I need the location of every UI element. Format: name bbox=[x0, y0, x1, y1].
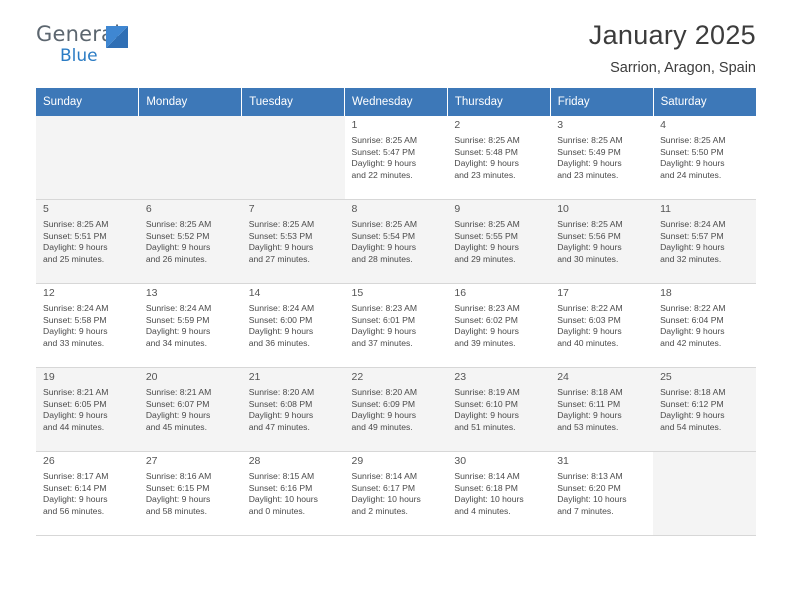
day-cell[interactable] bbox=[345, 368, 448, 452]
day-cell-empty bbox=[36, 116, 139, 200]
sunset-text: Sunset: 5:56 PM bbox=[557, 230, 621, 241]
sunset-text: Sunset: 6:14 PM bbox=[43, 482, 107, 493]
sunrise-text: Sunrise: 8:25 AM bbox=[454, 219, 520, 229]
day-cell[interactable] bbox=[345, 284, 448, 368]
sunrise-text: Sunrise: 8:18 AM bbox=[660, 387, 726, 397]
day-number: 4 bbox=[660, 119, 666, 131]
day-cell[interactable] bbox=[139, 452, 242, 536]
sunset-text: Sunset: 6:16 PM bbox=[248, 482, 313, 493]
daylight-text-line2: and 32 minutes. bbox=[660, 253, 722, 264]
sunset-text: Sunset: 6:05 PM bbox=[43, 398, 107, 409]
sunrise-text: Sunrise: 8:13 AM bbox=[557, 471, 623, 481]
day-number: 26 bbox=[43, 455, 55, 467]
day-number: 19 bbox=[43, 371, 55, 383]
sunset-text: Sunset: 5:49 PM bbox=[557, 146, 621, 157]
sunset-text: Sunset: 6:10 PM bbox=[454, 398, 518, 409]
sunrise-text: Sunrise: 8:25 AM bbox=[43, 219, 109, 229]
daylight-text-line1: Daylight: 9 hours bbox=[660, 410, 725, 421]
daylight-text-line1: Daylight: 9 hours bbox=[454, 326, 519, 337]
location-subtitle: Sarrion, Aragon, Spain bbox=[610, 60, 756, 76]
sunset-text: Sunset: 5:53 PM bbox=[248, 230, 313, 241]
daylight-text-line2: and 7 minutes. bbox=[557, 505, 614, 516]
sunset-text: Sunset: 6:07 PM bbox=[145, 398, 210, 409]
day-number: 16 bbox=[454, 287, 467, 299]
sunset-text: Sunset: 5:48 PM bbox=[454, 146, 518, 157]
day-number: 17 bbox=[557, 287, 569, 299]
day-number: 15 bbox=[351, 287, 364, 299]
sunset-text: Sunset: 5:50 PM bbox=[660, 146, 724, 157]
day-cell[interactable] bbox=[447, 284, 550, 368]
sunrise-text: Sunrise: 8:21 AM bbox=[43, 387, 109, 397]
sunrise-text: Sunrise: 8:14 AM bbox=[351, 471, 417, 481]
sunrise-text: Sunrise: 8:20 AM bbox=[351, 387, 417, 397]
daylight-text-line1: Daylight: 9 hours bbox=[248, 326, 314, 337]
daylight-text-line2: and 53 minutes. bbox=[557, 421, 619, 432]
daylight-text-line2: and 49 minutes. bbox=[351, 421, 413, 432]
sunset-text: Sunset: 5:59 PM bbox=[145, 314, 210, 325]
daylight-text-line2: and 45 minutes. bbox=[145, 421, 207, 432]
day-cell[interactable] bbox=[36, 368, 139, 452]
day-number: 13 bbox=[145, 287, 158, 299]
sunset-text: Sunset: 6:04 PM bbox=[660, 314, 724, 325]
sunset-text: Sunset: 6:01 PM bbox=[351, 314, 416, 325]
sunset-text: Sunset: 6:18 PM bbox=[454, 482, 518, 493]
sunset-text: Sunset: 6:12 PM bbox=[660, 398, 724, 409]
sunrise-text: Sunrise: 8:25 AM bbox=[660, 135, 726, 145]
day-number: 23 bbox=[454, 371, 467, 383]
daylight-text-line2: and 39 minutes. bbox=[454, 337, 516, 348]
day-number: 30 bbox=[454, 455, 467, 467]
sunrise-text: Sunrise: 8:22 AM bbox=[557, 303, 623, 313]
sunset-text: Sunset: 6:15 PM bbox=[145, 482, 210, 493]
daylight-text-line1: Daylight: 9 hours bbox=[557, 326, 622, 337]
day-cell[interactable] bbox=[242, 284, 345, 368]
day-cell[interactable] bbox=[242, 200, 345, 284]
daylight-text-line1: Daylight: 9 hours bbox=[351, 242, 417, 253]
day-cell[interactable] bbox=[653, 116, 756, 200]
daylight-text-line1: Daylight: 9 hours bbox=[557, 242, 622, 253]
day-cell[interactable] bbox=[139, 284, 242, 368]
day-cell[interactable] bbox=[242, 368, 345, 452]
sunset-text: Sunset: 5:51 PM bbox=[43, 230, 107, 241]
daylight-text-line2: and 58 minutes. bbox=[145, 505, 207, 516]
day-number: 5 bbox=[43, 203, 49, 215]
sunrise-text: Sunrise: 8:14 AM bbox=[454, 471, 520, 481]
daylight-text-line2: and 23 minutes. bbox=[454, 169, 516, 180]
daylight-text-line1: Daylight: 10 hours bbox=[454, 494, 524, 505]
daylight-text-line1: Daylight: 9 hours bbox=[248, 242, 314, 253]
daylight-text-line2: and 29 minutes. bbox=[454, 253, 516, 264]
day-cell[interactable] bbox=[550, 452, 653, 536]
day-number: 10 bbox=[557, 203, 569, 215]
page-title: January 2025 bbox=[588, 20, 756, 50]
day-number: 12 bbox=[43, 287, 55, 299]
sunset-text: Sunset: 5:54 PM bbox=[351, 230, 416, 241]
day-cell[interactable] bbox=[550, 368, 653, 452]
day-number: 27 bbox=[145, 455, 158, 467]
daylight-text-line2: and 23 minutes. bbox=[557, 169, 619, 180]
daylight-text-line2: and 28 minutes. bbox=[351, 253, 413, 264]
sunset-text: Sunset: 6:09 PM bbox=[351, 398, 416, 409]
daylight-text-line1: Daylight: 9 hours bbox=[557, 410, 622, 421]
day-number: 8 bbox=[351, 203, 358, 215]
daylight-text-line1: Daylight: 10 hours bbox=[557, 494, 627, 505]
sunset-text: Sunset: 5:52 PM bbox=[145, 230, 210, 241]
daylight-text-line2: and 36 minutes. bbox=[248, 337, 310, 348]
daylight-text-line2: and 24 minutes. bbox=[660, 169, 722, 180]
sunset-text: Sunset: 6:08 PM bbox=[248, 398, 313, 409]
sunset-text: Sunset: 6:00 PM bbox=[248, 314, 313, 325]
daylight-text-line1: Daylight: 9 hours bbox=[557, 158, 622, 169]
day-number: 7 bbox=[248, 203, 255, 215]
calendar-week-row bbox=[36, 116, 756, 200]
daylight-text-line2: and 27 minutes. bbox=[248, 253, 310, 264]
daylight-text-line1: Daylight: 9 hours bbox=[660, 158, 725, 169]
daylight-text-line1: Daylight: 9 hours bbox=[351, 158, 417, 169]
day-cell[interactable] bbox=[550, 200, 653, 284]
sunrise-text: Sunrise: 8:21 AM bbox=[145, 387, 212, 397]
day-cell[interactable] bbox=[36, 200, 139, 284]
sunset-text: Sunset: 5:58 PM bbox=[43, 314, 107, 325]
sunrise-text: Sunrise: 8:25 AM bbox=[145, 219, 212, 229]
sunset-text: Sunset: 6:20 PM bbox=[557, 482, 621, 493]
sunrise-text: Sunrise: 8:25 AM bbox=[351, 135, 417, 145]
general-blue-logo bbox=[36, 22, 166, 70]
sunrise-text: Sunrise: 8:20 AM bbox=[248, 387, 315, 397]
logo-text-blue: Blue bbox=[60, 46, 98, 66]
daylight-text-line1: Daylight: 10 hours bbox=[351, 494, 421, 505]
weekday-header-monday: Monday bbox=[139, 88, 242, 116]
day-number: 24 bbox=[557, 371, 569, 383]
day-number: 2 bbox=[454, 119, 461, 131]
day-cell-empty bbox=[242, 116, 345, 200]
day-cell[interactable] bbox=[36, 284, 139, 368]
sunrise-text: Sunrise: 8:25 AM bbox=[351, 219, 417, 229]
sunrise-text: Sunrise: 8:24 AM bbox=[145, 303, 212, 313]
day-cell[interactable] bbox=[550, 284, 653, 368]
sunset-text: Sunset: 5:57 PM bbox=[660, 230, 724, 241]
day-number: 29 bbox=[351, 455, 364, 467]
daylight-text-line1: Daylight: 9 hours bbox=[660, 242, 725, 253]
day-number: 21 bbox=[248, 371, 261, 383]
daylight-text-line2: and 40 minutes. bbox=[557, 337, 619, 348]
day-cell[interactable] bbox=[447, 200, 550, 284]
day-number: 22 bbox=[351, 371, 364, 383]
daylight-text-line1: Daylight: 9 hours bbox=[454, 242, 519, 253]
daylight-text-line2: and 51 minutes. bbox=[454, 421, 516, 432]
sunset-text: Sunset: 6:02 PM bbox=[454, 314, 518, 325]
daylight-text-line2: and 34 minutes. bbox=[145, 337, 207, 348]
daylight-text-line2: and 26 minutes. bbox=[145, 253, 207, 264]
daylight-text-line1: Daylight: 9 hours bbox=[454, 410, 519, 421]
daylight-text-line2: and 54 minutes. bbox=[660, 421, 722, 432]
sunrise-text: Sunrise: 8:25 AM bbox=[248, 219, 315, 229]
day-cell[interactable] bbox=[345, 200, 448, 284]
daylight-text-line1: Daylight: 9 hours bbox=[145, 242, 211, 253]
logo-text-general: General bbox=[36, 22, 121, 46]
day-cell[interactable] bbox=[139, 200, 242, 284]
daylight-text-line1: Daylight: 9 hours bbox=[660, 326, 725, 337]
day-cell[interactable] bbox=[345, 452, 448, 536]
sunset-text: Sunset: 5:55 PM bbox=[454, 230, 518, 241]
day-cell[interactable] bbox=[447, 368, 550, 452]
weekday-header-saturday: Saturday bbox=[653, 88, 756, 116]
day-cell[interactable] bbox=[653, 284, 756, 368]
daylight-text-line2: and 22 minutes. bbox=[351, 169, 413, 180]
day-number: 3 bbox=[557, 119, 564, 131]
sunrise-text: Sunrise: 8:16 AM bbox=[145, 471, 212, 481]
weekday-header-tuesday: Tuesday bbox=[242, 88, 345, 116]
day-cell[interactable] bbox=[653, 368, 756, 452]
day-cell-empty bbox=[653, 452, 756, 536]
sunset-text: Sunset: 5:47 PM bbox=[351, 146, 416, 157]
sunrise-sunset-calendar bbox=[36, 88, 756, 536]
sunrise-text: Sunrise: 8:23 AM bbox=[351, 303, 417, 313]
daylight-text-line2: and 30 minutes. bbox=[557, 253, 619, 264]
daylight-text-line2: and 25 minutes. bbox=[43, 253, 105, 264]
weekday-header-row bbox=[36, 88, 756, 116]
page-header bbox=[36, 0, 756, 76]
sunset-text: Sunset: 6:11 PM bbox=[557, 398, 621, 409]
day-number: 25 bbox=[660, 371, 672, 383]
daylight-text-line1: Daylight: 9 hours bbox=[145, 410, 211, 421]
sunrise-text: Sunrise: 8:19 AM bbox=[454, 387, 520, 397]
sunrise-text: Sunrise: 8:24 AM bbox=[43, 303, 109, 313]
calendar-week-row bbox=[36, 452, 756, 536]
daylight-text-line1: Daylight: 9 hours bbox=[43, 494, 108, 505]
daylight-text-line2: and 37 minutes. bbox=[351, 337, 413, 348]
sunrise-text: Sunrise: 8:17 AM bbox=[43, 471, 109, 481]
daylight-text-line1: Daylight: 9 hours bbox=[248, 410, 314, 421]
day-cell[interactable] bbox=[36, 452, 139, 536]
daylight-text-line1: Daylight: 9 hours bbox=[145, 494, 211, 505]
day-number: 11 bbox=[660, 203, 671, 215]
weekday-header-sunday: Sunday bbox=[36, 88, 139, 116]
day-cell[interactable] bbox=[447, 116, 550, 200]
day-number: 28 bbox=[248, 455, 261, 467]
logo-triangle-light-icon bbox=[106, 26, 128, 48]
calendar-week-row bbox=[36, 200, 756, 284]
sunrise-text: Sunrise: 8:23 AM bbox=[454, 303, 520, 313]
day-cell-empty bbox=[139, 116, 242, 200]
sunrise-text: Sunrise: 8:25 AM bbox=[557, 219, 623, 229]
day-cell[interactable] bbox=[345, 116, 448, 200]
daylight-text-line2: and 4 minutes. bbox=[454, 505, 511, 516]
day-number: 9 bbox=[454, 203, 461, 215]
sunrise-text: Sunrise: 8:18 AM bbox=[557, 387, 623, 397]
daylight-text-line2: and 42 minutes. bbox=[660, 337, 722, 348]
day-number: 6 bbox=[145, 203, 152, 215]
daylight-text-line2: and 0 minutes. bbox=[248, 505, 306, 516]
daylight-text-line1: Daylight: 10 hours bbox=[248, 494, 318, 505]
calendar-week-row bbox=[36, 368, 756, 452]
day-number: 18 bbox=[660, 287, 672, 299]
sunrise-text: Sunrise: 8:15 AM bbox=[248, 471, 315, 481]
weekday-header-wednesday: Wednesday bbox=[345, 88, 448, 116]
day-number: 31 bbox=[557, 455, 569, 467]
calendar-week-row bbox=[36, 284, 756, 368]
day-cell[interactable] bbox=[653, 200, 756, 284]
sunrise-text: Sunrise: 8:25 AM bbox=[454, 135, 520, 145]
daylight-text-line1: Daylight: 9 hours bbox=[43, 242, 108, 253]
weekday-header-friday: Friday bbox=[550, 88, 653, 116]
daylight-text-line1: Daylight: 9 hours bbox=[351, 326, 417, 337]
sunrise-text: Sunrise: 8:22 AM bbox=[660, 303, 726, 313]
daylight-text-line2: and 2 minutes. bbox=[351, 505, 408, 516]
daylight-text-line1: Daylight: 9 hours bbox=[454, 158, 519, 169]
sunrise-text: Sunrise: 8:25 AM bbox=[557, 135, 623, 145]
weekday-header-thursday: Thursday bbox=[447, 88, 550, 116]
day-number: 20 bbox=[145, 371, 158, 383]
day-cell[interactable] bbox=[139, 368, 242, 452]
sunset-text: Sunset: 6:17 PM bbox=[351, 482, 416, 493]
day-number: 14 bbox=[248, 287, 261, 299]
calendar-body bbox=[36, 116, 756, 536]
daylight-text-line2: and 33 minutes. bbox=[43, 337, 105, 348]
daylight-text-line2: and 56 minutes. bbox=[43, 505, 105, 516]
sunrise-text: Sunrise: 8:24 AM bbox=[660, 219, 726, 229]
daylight-text-line1: Daylight: 9 hours bbox=[145, 326, 211, 337]
day-cell[interactable] bbox=[242, 452, 345, 536]
day-cell[interactable] bbox=[550, 116, 653, 200]
sunrise-text: Sunrise: 8:24 AM bbox=[248, 303, 315, 313]
daylight-text-line2: and 44 minutes. bbox=[43, 421, 105, 432]
daylight-text-line1: Daylight: 9 hours bbox=[43, 410, 108, 421]
sunset-text: Sunset: 6:03 PM bbox=[557, 314, 621, 325]
daylight-text-line1: Daylight: 9 hours bbox=[351, 410, 417, 421]
day-cell[interactable] bbox=[447, 452, 550, 536]
daylight-text-line2: and 47 minutes. bbox=[248, 421, 310, 432]
daylight-text-line1: Daylight: 9 hours bbox=[43, 326, 108, 337]
day-number: 1 bbox=[351, 119, 358, 131]
